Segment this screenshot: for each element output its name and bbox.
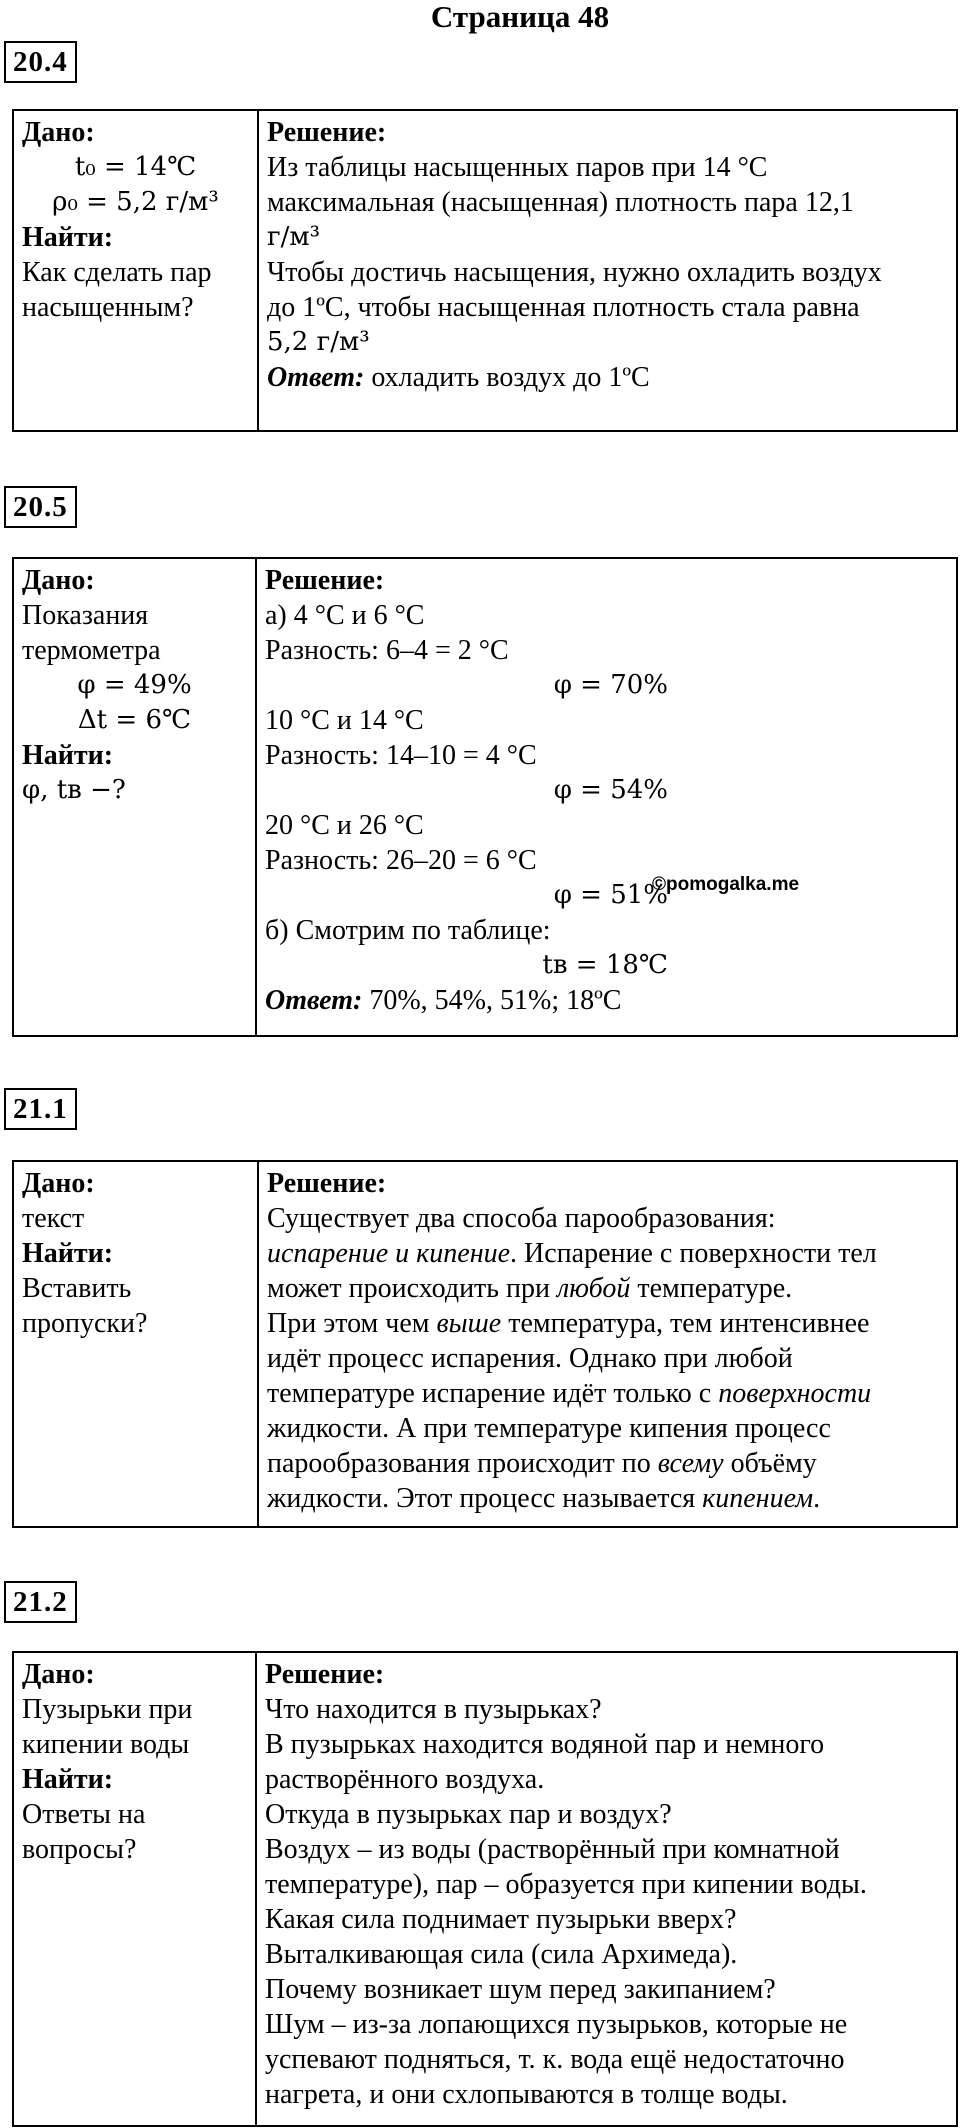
- solution-line: Разность: 14–10 = 4 °С: [265, 740, 537, 771]
- task-table-21-1: [12, 1160, 958, 1528]
- solution-line: Разность: 6–4 = 2 °С: [265, 635, 509, 666]
- solution-line: Существует два способа парообразования:: [267, 1203, 776, 1234]
- find-label: Найти:: [22, 1764, 114, 1795]
- solution-line: нагрета, и они схлопываются в толще воды.: [265, 2079, 788, 2110]
- find-text: Вставить: [22, 1273, 132, 1304]
- answer-text: 70%, 54%, 51%; 18ºС: [369, 985, 622, 1016]
- solution-line: 20 °С и 26 °С: [265, 810, 424, 841]
- page-title: Страница 48: [430, 0, 610, 34]
- given-text: Показания: [22, 600, 149, 631]
- solution-line: [267, 1306, 948, 1341]
- solution-line: максимальная (насыщенная) плотность пара 12,1: [267, 187, 854, 218]
- solution-label: Решение:: [265, 1659, 385, 1690]
- solution-line: [267, 1271, 948, 1306]
- solution-line: г/м³: [267, 222, 321, 252]
- solution-line: Откуда в пузырьках пар и воздух?: [265, 1799, 672, 1830]
- given-cell: [13, 110, 258, 431]
- task-number-20-4: 20.4: [4, 41, 77, 83]
- find-label: Найти:: [22, 222, 114, 253]
- emphasis-text: поверхности: [718, 1378, 872, 1409]
- solution-line: растворённого воздуха.: [265, 1764, 545, 1795]
- text-run: жидкости. Этот процесс называется: [267, 1483, 703, 1514]
- emphasis-text: любой: [557, 1273, 631, 1304]
- given-label: Дано:: [22, 117, 95, 148]
- solution-line: успевают подняться, т. к. вода ещё недостаточно: [265, 2044, 845, 2075]
- answer-line: [265, 983, 948, 1018]
- solution-line: Чтобы достичь насыщения, нужно охладить воздух: [267, 257, 882, 288]
- solution-line: температуре), пар – образуется при кипении воды.: [265, 1869, 867, 1900]
- find-label: Найти:: [22, 1238, 114, 1269]
- task-number-21-1: 21.1: [4, 1088, 77, 1130]
- solution-line: жидкости. А при температуре кипения процесс: [267, 1413, 831, 1444]
- solution-line: [267, 1236, 948, 1271]
- text-run: .: [813, 1483, 821, 1514]
- solution-line: идёт процесс испарения. Однако при любой: [267, 1343, 793, 1374]
- solution-line: Шум – из-за лопающихся пузырьков, которые не: [265, 2009, 848, 2040]
- result-line: φ = 51%: [553, 880, 668, 910]
- solution-line: [267, 1481, 948, 1516]
- given-cell: [13, 558, 256, 1036]
- text-run: температуре испарение идёт только с: [267, 1378, 719, 1409]
- result-line: φ = 54%: [553, 775, 668, 805]
- solution-line: а) 4 °С и 6 °С: [265, 600, 425, 631]
- find-text: Как сделать пар: [22, 257, 212, 288]
- given-value: Δt = 6℃: [77, 705, 192, 735]
- text-run: температура, тем интенсивнее: [501, 1308, 870, 1339]
- task-table-21-2: [12, 1651, 958, 2127]
- solution-cell: [256, 1652, 957, 2126]
- answer-line: [267, 360, 948, 395]
- given-label: Дано:: [22, 1168, 95, 1199]
- text-run: . Испарение с поверхности тел: [510, 1238, 877, 1269]
- text-run: При этом чем: [267, 1308, 437, 1339]
- given-value: ρ₀ = 5,2 г/м³: [52, 187, 219, 217]
- given-label: Дано:: [22, 1659, 95, 1690]
- task-table-20-4: [12, 109, 958, 432]
- find-text: вопросы?: [22, 1834, 137, 1865]
- find-text: пропуски?: [22, 1308, 148, 1339]
- watermark: ©pomogalka.me: [652, 874, 800, 895]
- solution-label: Решение:: [267, 1168, 387, 1199]
- given-text: текст: [22, 1203, 85, 1234]
- find-label: Найти:: [22, 740, 114, 771]
- solution-line: Какая сила поднимает пузырьки вверх?: [265, 1904, 737, 1935]
- result-line: φ = 70%: [553, 670, 668, 700]
- answer-label: Ответ:: [265, 985, 363, 1016]
- solution-label: Решение:: [265, 565, 385, 596]
- solution-line: В пузырьках находится водяной пар и немного: [265, 1729, 825, 1760]
- solution-line: 5,2 г/м³: [267, 327, 370, 357]
- given-value: t₀ = 14℃: [74, 152, 197, 182]
- solution-line: 10 °С и 14 °С: [265, 705, 424, 736]
- solution-line: Почему возникает шум перед закипанием?: [265, 1974, 776, 2005]
- solution-line: Разность: 26–20 = 6 °С: [265, 845, 537, 876]
- find-text: φ, tв −?: [22, 775, 126, 805]
- find-text: Ответы на: [22, 1799, 146, 1830]
- given-cell: [13, 1652, 256, 2126]
- solution-cell: [258, 110, 957, 431]
- given-value: φ = 49%: [77, 670, 192, 700]
- text-run: может происходить при: [267, 1273, 558, 1304]
- given-cell: [13, 1161, 258, 1527]
- solution-line: Из таблицы насыщенных паров при 14 °С: [267, 152, 768, 183]
- find-text: насыщенным?: [22, 292, 194, 323]
- task-table-20-5: [12, 557, 958, 1037]
- solution-label: Решение:: [267, 117, 387, 148]
- solution-cell: [256, 558, 957, 1036]
- text-run: объёму: [723, 1448, 817, 1479]
- answer-label: Ответ:: [267, 362, 365, 393]
- solution-cell: [258, 1161, 957, 1527]
- text-run: температуре.: [630, 1273, 793, 1304]
- given-text: кипении воды: [22, 1729, 190, 1760]
- solution-line: б) Смотрим по таблице:: [265, 915, 551, 946]
- answer-text: охладить воздух до 1ºС: [371, 362, 650, 393]
- emphasis-text: испарение и кипение: [267, 1238, 511, 1269]
- task-number-20-5: 20.5: [4, 486, 77, 528]
- given-text: Пузырьки при: [22, 1694, 193, 1725]
- solution-line: [267, 1446, 948, 1481]
- solution-line: Воздух – из воды (растворённый при комнатной: [265, 1834, 840, 1865]
- solution-line: до 1ºС, чтобы насыщенная плотность стала равна: [267, 292, 860, 323]
- task-number-21-2: 21.2: [4, 1581, 77, 1623]
- solution-line: Выталкивающая сила (сила Архимеда).: [265, 1939, 738, 1970]
- solution-line: [267, 1376, 948, 1411]
- text-run: парообразования происходит по: [267, 1448, 658, 1479]
- solution-line: Что находится в пузырьках?: [265, 1694, 602, 1725]
- given-text: термометра: [22, 635, 161, 666]
- given-label: Дано:: [22, 565, 95, 596]
- emphasis-text: выше: [436, 1308, 502, 1339]
- emphasis-text: всему: [657, 1448, 724, 1479]
- emphasis-text: кипением: [702, 1483, 814, 1514]
- result-line: tв = 18℃: [542, 950, 668, 980]
